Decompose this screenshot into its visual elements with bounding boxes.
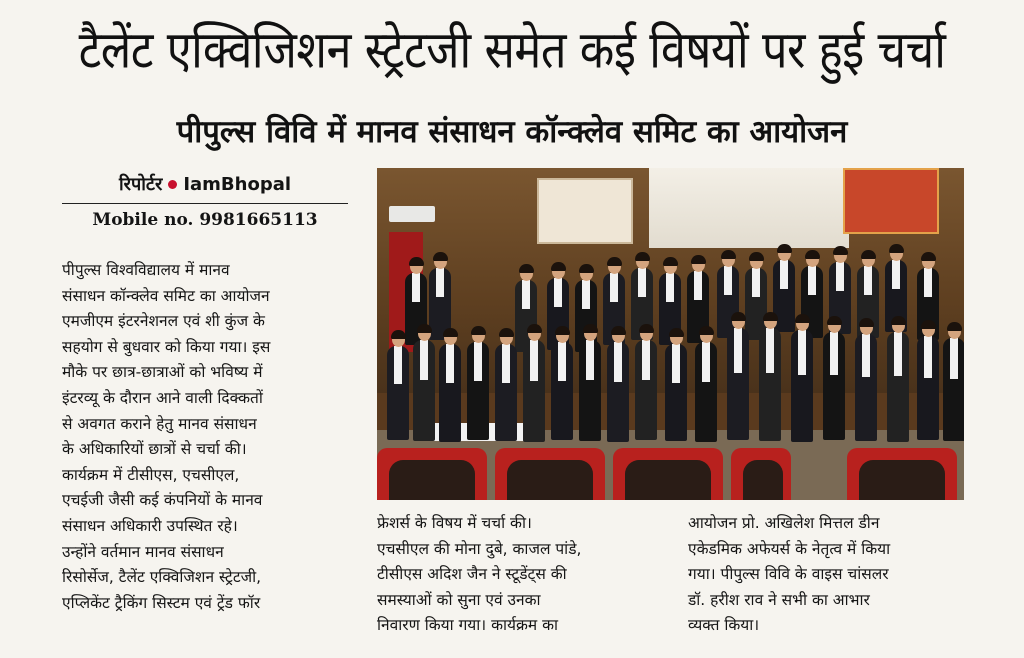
column-line: के अधिकारियों छात्रों से चर्चा की। <box>62 440 247 459</box>
photo-poster-right <box>843 168 939 234</box>
column-line: से अवगत कराने हेतु मानव संसाधन <box>62 414 257 433</box>
column-line: रिसोर्सेज, टैलेंट एक्विजिशन स्ट्रेटजी, <box>62 568 262 587</box>
photo-person <box>467 342 489 440</box>
byline-mobile: Mobile no. 9981665113 <box>92 210 318 230</box>
photo-seat <box>847 448 957 500</box>
reporter-label: रिपोर्टर <box>118 174 163 195</box>
column-line: समस्याओं को सुना एवं उनका <box>377 590 541 609</box>
column-line: पीपुल्स विश्वविद्यालय में मानव <box>62 261 230 279</box>
photo-air-conditioner <box>389 206 435 222</box>
column-line: निवारण किया गया। कार्यक्रम का <box>377 616 559 635</box>
subheadline: पीपुल्स विवि में मानव संसाधन कॉन्क्लेव समिट का आयोजन <box>176 114 848 150</box>
column-line: टीसीएस अदिश जैन ने स्टूडेंट्स की <box>377 565 567 584</box>
column-line: डॉ. हरीश राव ने सभी का आभार <box>688 590 870 609</box>
byline-dot-icon <box>168 180 177 189</box>
column-line: संसाधन अधिकारी उपस्थित रहे। <box>62 516 238 535</box>
photo-person <box>523 340 545 442</box>
photo-person <box>439 344 461 442</box>
column-line: संसाधन कॉन्क्लेव समिट का आयोजन <box>62 286 270 305</box>
byline-reporter <box>62 172 348 196</box>
photo-seat <box>377 448 487 500</box>
column-line: फ्रेशर्स के विषय में चर्चा की। <box>377 514 532 532</box>
column-line: व्यक्त किया। <box>688 616 760 635</box>
photo-seat <box>613 448 723 500</box>
photo-person <box>887 332 909 442</box>
photo-person <box>387 346 409 440</box>
photo-seat <box>731 448 791 500</box>
column-line: एचईजी जैसी कई कंपनियों के मानव <box>62 491 263 510</box>
article-column-1 <box>62 258 344 616</box>
headline: टैलेंट एक्विजिशन स्ट्रेटजी समेत कई विषयों पर हुई चर्चा <box>78 19 946 81</box>
column-line: मौके पर छात्र-छात्राओं को भविष्य में <box>62 363 263 382</box>
column-line: इंटरव्यू के दौरान आने वाली दिक्कतों <box>62 388 263 407</box>
photo-person <box>943 338 964 441</box>
byline-divider <box>62 203 348 204</box>
column-line: एचसीएल की मोना दुबे, काजल पांडे, <box>377 539 582 558</box>
reporter-name: IamBhopal <box>183 173 292 195</box>
byline <box>62 172 348 230</box>
article-column-3 <box>688 511 964 639</box>
photo-projection-screen <box>649 168 849 248</box>
column-line: उन्होंने वर्तमान मानव संसाधन <box>62 542 224 561</box>
photo-person <box>791 330 813 442</box>
column-line: गया। पीपुल्स विवि के वाइस चांसलर <box>688 565 889 584</box>
photo-person <box>579 340 601 441</box>
photo-person <box>495 344 517 441</box>
column-line: आयोजन प्रो. अखिलेश मित्तल डीन <box>688 514 880 532</box>
photo-poster-left <box>537 178 633 244</box>
photo-person <box>823 332 845 440</box>
photo-person <box>695 342 717 442</box>
column-line: कार्यक्रम में टीसीएस, एचसीएल, <box>62 465 240 484</box>
article-column-2 <box>377 511 660 639</box>
photo-person <box>855 334 877 441</box>
column-line: एमजीएम इंटरनेशनल एवं शी कुंज के <box>62 312 265 331</box>
photo-person <box>917 336 939 440</box>
photo-person <box>665 344 687 441</box>
photo-person <box>607 342 629 442</box>
photo-seat <box>495 448 605 500</box>
photo-person <box>551 342 573 440</box>
column-line: सहयोग से बुधवार को किया गया। इस <box>62 337 271 356</box>
photo-person <box>727 328 749 440</box>
event-group-photo <box>377 168 964 500</box>
photo-person <box>759 328 781 441</box>
photo-person <box>413 340 435 441</box>
column-line: एप्लिकेंट ट्रैकिंग सिस्टम एवं ट्रेंड फॉर <box>62 593 261 612</box>
photo-person <box>635 340 657 440</box>
column-line: एकेडमिक अफेयर्स के नेतृत्व में किया <box>688 539 891 558</box>
